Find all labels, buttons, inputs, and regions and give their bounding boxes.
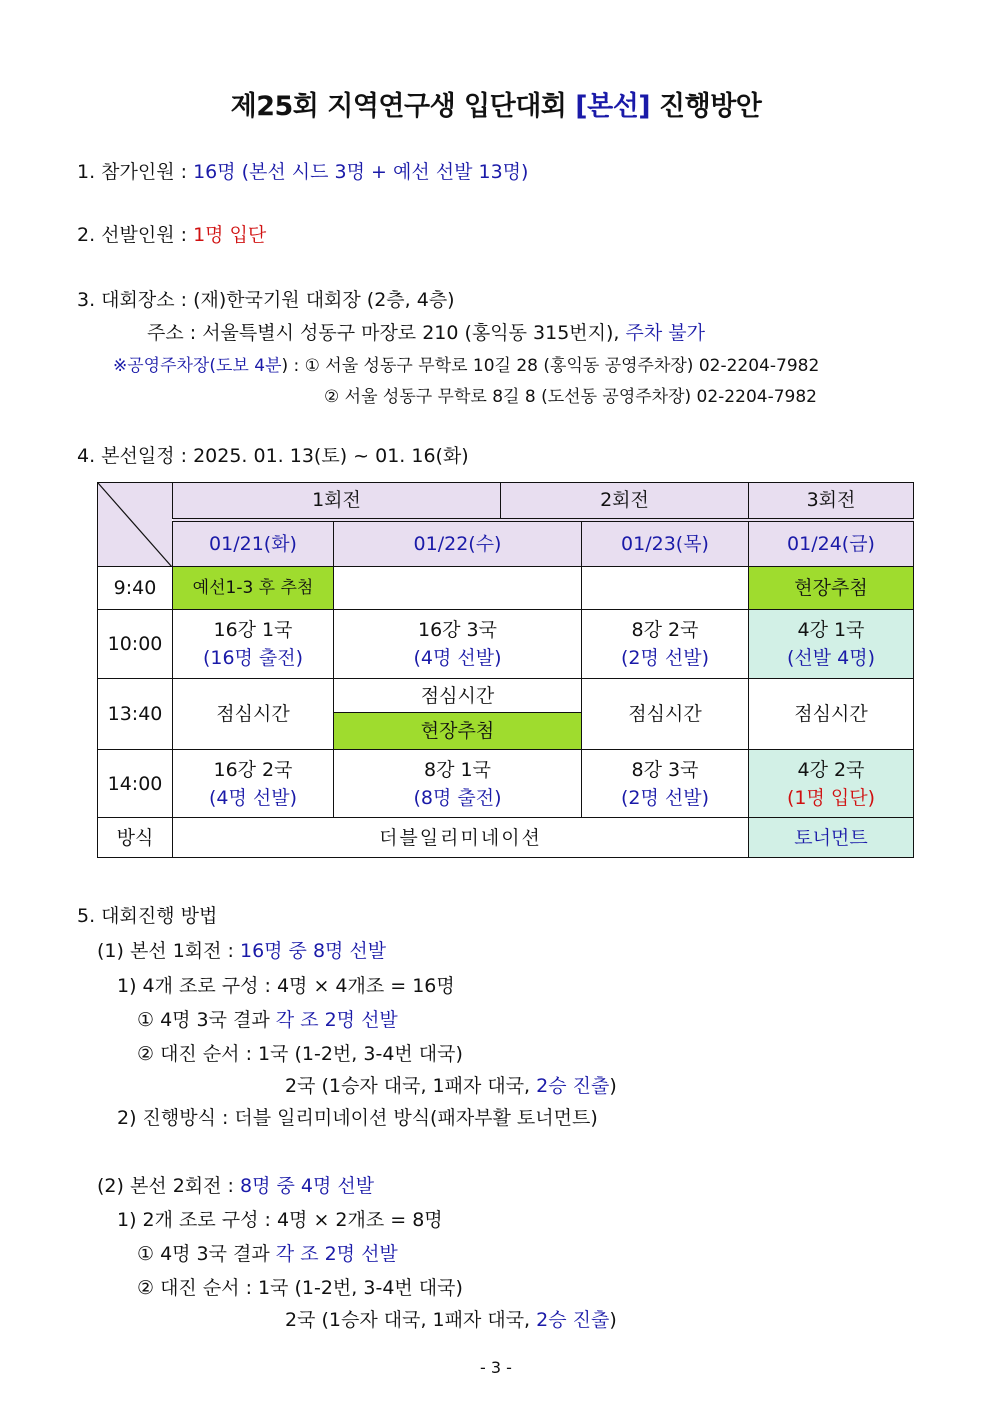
diagonal-header-cell <box>98 483 173 567</box>
item-schedule: 4. 본선일정 : 2025. 01. 13(토) ~ 01. 16(화) <box>77 445 469 467</box>
title-highlight: [본선] <box>575 91 651 122</box>
slot-game: 8강 2국 (2명 선발) <box>582 610 749 679</box>
date-cell: 01/24(금) <box>749 520 914 567</box>
title-main: 제25회 지역연구생 입단대회 <box>230 91 576 122</box>
time-cell: 14:00 <box>98 750 173 818</box>
address-text: 주소 : 서울특별시 성동구 마장로 210 (홍익동 315번지), <box>147 322 626 344</box>
round2-heading: (2) 본선 2회전 : 8명 중 4명 선발 <box>97 1175 375 1197</box>
item-selection <box>77 220 266 247</box>
round-1-header: 1회전 <box>173 483 501 520</box>
time-cell: 9:40 <box>98 567 173 610</box>
date-cell: 01/23(목) <box>582 520 749 567</box>
venue-address <box>147 318 705 345</box>
slot-game: 16강 1국 (16명 출전) <box>173 610 334 679</box>
slot-pre-draw: 예선1-3 후 추첨 <box>173 567 334 610</box>
parking-status: 주차 불가 <box>625 322 705 344</box>
slot-empty <box>334 567 582 610</box>
item-venue: 3. 대회장소 : (재)한국기원 대회장 (2층, 4층) <box>77 289 455 311</box>
slot-lunch: 점심시간 <box>582 679 749 750</box>
slot-game: 16강 2국 (4명 선발) <box>173 750 334 818</box>
round1-format: 2) 진행방식 : 더블 일리미네이션 방식(패자부활 토너먼트) <box>117 1107 598 1129</box>
round1-heading: (1) 본선 1회전 : 16명 중 8명 선발 <box>97 940 387 962</box>
parking-note-rest: ) : ① 서울 성동구 무학로 10길 28 (홍익동 공영주차장) 02-2204-7982 <box>281 356 820 376</box>
round1-groups: 1) 4개 조로 구성 : 4명 × 4개조 = 16명 <box>117 975 455 997</box>
method-tournament: 토너먼트 <box>749 818 914 858</box>
parking-note-2: ② 서울 성동구 무학로 8길 8 (도선동 공영주차장) 02-2204-7982 <box>324 387 817 407</box>
date-cell: 01/22(수) <box>334 520 582 567</box>
round1-result: ① 4명 3국 결과 각 조 2명 선발 <box>137 1009 398 1031</box>
selection-label: 2. 선발인원 : <box>77 224 194 246</box>
slot-lunch: 점심시간 <box>749 679 914 750</box>
item-participants <box>77 157 528 184</box>
time-cell: 10:00 <box>98 610 173 679</box>
slot-lunch: 점심시간 <box>334 679 582 713</box>
round1-order-2: 2국 (1승자 대국, 1패자 대국, 2승 진출) <box>285 1075 617 1097</box>
round-3-header: 3회전 <box>749 483 914 520</box>
participants-label: 1. 참가인원 : <box>77 161 194 183</box>
diagonal-line-icon <box>98 483 172 567</box>
time-cell: 13:40 <box>98 679 173 750</box>
date-cell: 01/21(화) <box>173 520 334 567</box>
selection-value: 1명 입단 <box>193 224 267 246</box>
page-title <box>0 84 992 123</box>
round1-order: ② 대진 순서 : 1국 (1-2번, 3-4번 대국) <box>137 1043 463 1065</box>
participants-value: 16명 (본선 시드 3명 + 예선 선발 13명) <box>193 161 529 183</box>
round2-order-2: 2국 (1승자 대국, 1패자 대국, 2승 진출) <box>285 1309 617 1331</box>
parking-walk-time: 도보 4분 <box>216 356 282 376</box>
method-double-elim: 더블일리미네이션 <box>173 818 749 858</box>
slot-game: 16강 3국 (4명 선발) <box>334 610 582 679</box>
round-2-header: 2회전 <box>501 483 749 520</box>
slot-game: 8강 3국 (2명 선발) <box>582 750 749 818</box>
slot-game: 8강 1국 (8명 출전) <box>334 750 582 818</box>
slot-onsite-draw: 현장추첨 <box>334 713 582 750</box>
schedule-table <box>97 482 914 858</box>
slot-onsite-draw: 현장추첨 <box>749 567 914 610</box>
round2-groups: 1) 2개 조로 구성 : 4명 × 2개조 = 8명 <box>117 1209 443 1231</box>
slot-game: 4강 2국 (1명 입단) <box>749 750 914 818</box>
round2-result: ① 4명 3국 결과 각 조 2명 선발 <box>137 1243 398 1265</box>
item-method: 5. 대회진행 방법 <box>77 905 218 927</box>
parking-note-1 <box>113 351 819 376</box>
method-label: 방식 <box>98 818 173 858</box>
slot-lunch: 점심시간 <box>173 679 334 750</box>
parking-note-prefix: ※공영주차장( <box>113 356 216 376</box>
round2-order: ② 대진 순서 : 1국 (1-2번, 3-4번 대국) <box>137 1277 463 1299</box>
slot-game: 4강 1국 (선발 4명) <box>749 610 914 679</box>
page-number: - 3 - <box>480 1358 512 1377</box>
title-suffix: 진행방안 <box>650 91 762 122</box>
slot-empty <box>582 567 749 610</box>
